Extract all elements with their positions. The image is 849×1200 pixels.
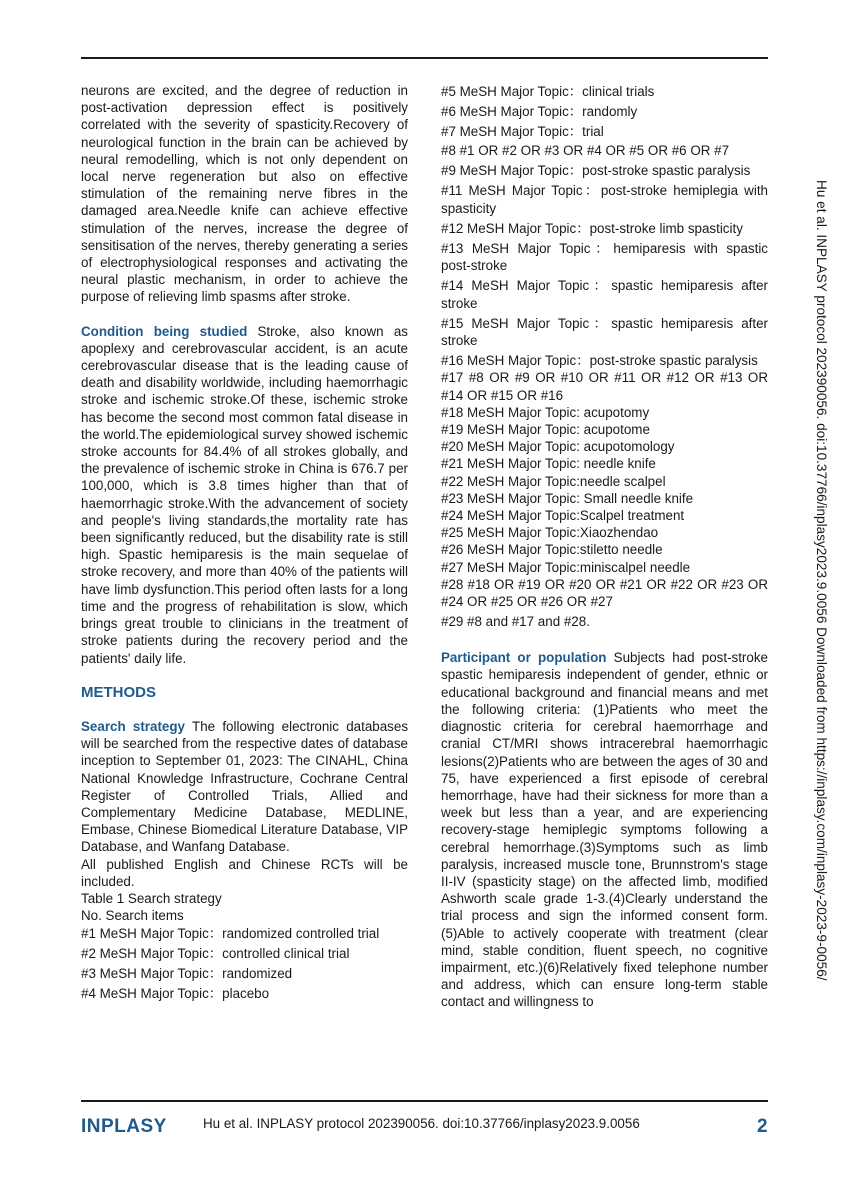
list-item: #23 MeSH Major Topic: Small needle knife: [441, 490, 694, 506]
footer-citation: Hu et al. INPLASY protocol 202390056. doi:10.37766/inplasy2023.9.0056: [203, 1116, 640, 1131]
table-header: No. Search items: [81, 908, 184, 924]
list-item: #5 MeSH Major Topic：clinical trials: [441, 84, 655, 99]
intro-paragraph: neurons are excited, and the degree of reduction in post-activation depression effect is positively correlated with the severity of spasticity.Recovery of neurological function in the brain can be achieved by neural remodelling, which is not only dependent on local nerve regeneration but also on effective stimulation of the remaining nerve fibres in the damaged area.Needle knife can achieve effective stimulation of the nerves, increase the degree of sensitisation of the nerves, thereby generating a series of electrophysiological responses and activating the neural plastic mechanism, in order to achieve the purpose of relieving limb spasms after stroke.: [81, 83, 408, 305]
list-item: #22 MeSH Major Topic:needle scalpel: [441, 473, 666, 489]
list-item: #9 MeSH Major Topic：post-stroke spastic paralysis: [441, 163, 751, 179]
list-item: #20 MeSH Major Topic: acupotomology: [441, 439, 675, 455]
side-banner-text: Hu et al. INPLASY protocol 202390056. doi:10.37766/inplasy2023.9.0056 Downloaded from https://inplasy.com/inplasy-2023-9-0056/: [814, 180, 829, 981]
participant-label: Participant or population: [441, 650, 607, 666]
participant-paragraph: [441, 649, 768, 1010]
search-paragraph: [81, 718, 408, 856]
list-item: #21 MeSH Major Topic: needle knife: [441, 456, 656, 472]
left-column: [81, 82, 408, 1004]
table-title: Table 1 Search strategy: [81, 890, 222, 906]
list-item: #29 #8 and #17 and #28.: [441, 614, 590, 630]
list-item: #1 MeSH Major Topic：randomized controlled trial: [81, 926, 380, 942]
list-item: #7 MeSH Major Topic：trial: [441, 124, 604, 139]
list-item: #2 MeSH Major Topic：controlled clinical trial: [81, 946, 350, 962]
condition-text: Stroke, also known as apoplexy and cerebrovascular accident, is an acute cerebrovascular disease that is the leading cause of death and disability worldwide, including haemorrhagic stroke and ischemic stroke.Of these, ischemic stroke has become the second most common fatal disease in the world.The epidemiological survey showed ischemic stroke accounts for 84.4% of all strokes globally, and the prevalence of ischemic stroke in China is 676.7 per 100,000, which is 3.8 times higher than that of haemorrhagic stroke.With the advancement of society and people's living standards,the mortality rate has been significantly reduced, but the disability rate is still high. Spastic hemiparesis is the main sequelae of stroke recovery, and more than 40% of the patients will have limb dysfunction.This period often lasts for a long time and the progress of rehabilitation is slow, which brings great trouble to clinicians in the treatment of stroke patients during the recovery period and the patients' daily life.: [81, 323, 408, 666]
search-items-right-top: [441, 82, 768, 142]
list-item: #12 MeSH Major Topic：post-stroke limb spasticity: [441, 220, 743, 236]
list-item: #18 MeSH Major Topic: acupotomy: [441, 404, 650, 420]
search-items-right: [441, 142, 768, 632]
list-item: #16 MeSH Major Topic：post-stroke spastic paralysis: [441, 353, 758, 369]
list-item: #27 MeSH Major Topic:miniscalpel needle: [441, 559, 691, 575]
list-item: #25 MeSH Major Topic:Xiaozhendao: [441, 525, 659, 541]
list-item: #24 MeSH Major Topic:Scalpel treatment: [441, 508, 685, 524]
list-item: #13 MeSH Major Topic：hemiparesis with spastic post-stroke: [441, 241, 768, 274]
methods-heading: METHODS: [81, 683, 156, 701]
list-item: #4 MeSH Major Topic：placebo: [81, 986, 270, 1002]
list-item: #3 MeSH Major Topic：randomized: [81, 966, 293, 982]
rct-line: All published English and Chinese RCTs will be included.: [81, 856, 408, 889]
participant-text: Subjects had post-stroke spastic hemiparesis independent of gender, ethnic or educational background and financial means and met the following criteria: (1)Patients who meet the diagnostic criteria for cerebral haemorrhage and cranial CT/MRI shows intracerebral haemorrhagic lesions(2)Patients who are between the ages of 30 and 75, have experienced a first episode of cerebral hemorrhage, have had their sickness for more than a week but less than a year, and are experiencing recovery-stage hemiplegic symptoms following a cerebral hemorrhage.(3)Symptoms such as limb paralysis, increased muscle tone, Brunnstrom's stage II-IV (spasticity stage) on the affected limb, modified Ashworth scale grade 1-3.(4)Clearly understand the trial process and sign the informed consent form.(5)Able to actively cooperate with treatment (clear mind, stable condition, fluent speech, no cognitive impairment, etc.)(6)Relatively fixed telephone number and address, which can ensure long-term stable contact and willingness to: [441, 650, 768, 1010]
condition-paragraph: [81, 323, 408, 667]
bottom-rule: [81, 1100, 768, 1102]
list-item: #28 #18 OR #19 OR #20 OR #21 OR #22 OR #23 OR #24 OR #25 OR #26 OR #27: [441, 576, 768, 610]
right-column: [441, 82, 768, 1011]
search-text: The following electronic databases will be searched from the respective dates of database inception to September 01, 2023: The CINAHL, China National Knowledge Infrastructure, Cochrane Central Register of Controlled Trials, Allied and Complementary Medicine Database, MEDLINE, Embase, Chinese Biomedical Literature Database, VIP Database, and Wanfang Database.: [81, 718, 409, 855]
list-item: #8 #1 OR #2 OR #3 OR #4 OR #5 OR #6 OR #7: [441, 143, 730, 158]
side-banner: [814, 180, 839, 1020]
search-label: Search strategy: [81, 718, 186, 734]
search-items-left: [81, 924, 408, 1004]
list-item: #26 MeSH Major Topic:stiletto needle: [441, 542, 663, 558]
footer-brand-logo: INPLASY: [81, 1116, 167, 1137]
list-item: #15 MeSH Major Topic：spastic hemiparesis after stroke: [441, 315, 768, 349]
list-item: #6 MeSH Major Topic：randomly: [441, 104, 638, 119]
list-item: #11 MeSH Major Topic：post-stroke hemiplegia with spasticity: [441, 183, 768, 216]
top-rule: [81, 57, 768, 59]
list-item: #17 #8 OR #9 OR #10 OR #11 OR #12 OR #13 OR #14 OR #15 OR #16: [441, 370, 768, 403]
list-item: #19 MeSH Major Topic: acupotome: [441, 422, 650, 438]
page-number: 2: [757, 1116, 768, 1137]
condition-label: Condition being studied: [81, 323, 248, 339]
list-item: #14 MeSH Major Topic：spastic hemiparesis after stroke: [441, 278, 768, 311]
